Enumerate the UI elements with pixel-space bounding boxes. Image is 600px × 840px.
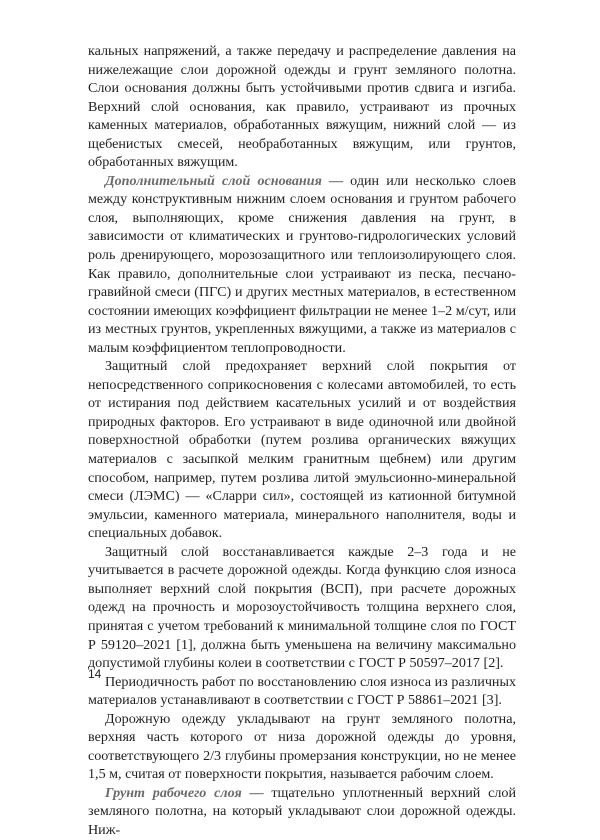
paragraph-4-text: Защитный слой восстанавливается каждые 2–3 года и не учитывается в расчете дорожной одежды. Когда функцию слоя износа выполняет верхний слой покрытия (ВСП), при расчете дорожных одежд на прочность и морозоустойчивость толщина верхнего слоя, принятая с учетом требований к минимальной толщине слоя по ГОСТ Р 59120–2021 [1], должна быть уменьшена на величину максимально допустимой глубины колеи в соответствии с ГОСТ Р 50597–2017 [2]. [88,543,516,672]
page-number: 14 [88,667,102,681]
body-text [88,42,516,840]
paragraph-6-text: Дорожную одежду укладывают на грунт земляного полотна, верхняя часть которого от низа дорожной одежды до уровня, соответствующего 2/3 глубины промерзания конструкции, но не менее 1,5 м, считая от поверхности покрытия, называется рабочим слоем. [88,710,516,783]
paragraph-2 [88,172,516,357]
paragraph-6 [88,710,516,784]
paragraph-2-text: — один или несколько слоев между конструктивным нижним слоем основания и грунтом рабочего слоя, выполняющих, кроме снижения давления на грунт, в зависимости от климатических и грунтово-гидрологических условий роль дренирующего, морозозащитного или теплоизолирующего слоя. Как правило, дополнительные слои устраивают из песка, песчано-гравийной смеси (ПГС) и других местных материалов, в естественном состоянии имеющих коэффициент фильтрации не менее 1–2 м/сут, или из местных грунтов, укрепленных вяжущими, а также из материалов с малым коэффициентом теплопроводности. [88,172,516,356]
paragraph-1-text: кальных напряжений, а также передачу и распределение давления на нижележащие слои дорожной одежды и грунт земляного полотна. Слои основания должны быть устойчивыми против сдвига и изгиба. Верхний слой основания, как правило, устраивают из прочных каменных материалов, обработанных вяжущим, нижний слой — из щебенистых смесей, необработанных вяжущим, или грунтов, обработанных вяжущим. [88,43,516,171]
term-additional-base-layer: Дополнительный слой основания [105,172,322,189]
paragraph-5-text: Периодичность работ по восстановлению слоя износа из различных материалов устанавливают в соответствии с ГОСТ Р 58861–2021 [3]. [88,673,516,709]
paragraph-7-text: — тщательно уплотненный верхний слой земляного полотна, на который укладывают слои дорожной одежды. Ниж- [88,784,516,838]
paragraph-3 [88,357,516,542]
term-working-layer-soil: Грунт рабочего слоя [105,784,242,801]
paragraph-5 [88,673,516,710]
paragraph-1 [88,42,516,172]
paragraph-3-text: Защитный слой предохраняет верхний слой покрытия от непосредственного соприкосновения с колесами автомобилей, то есть от истирания под действием касательных усилий и от воздействия природных факторов. Его устраивают в виде одиночной или двойной поверхностной обработки (путем розлива органических вяжущих материалов с засыпкой мелким гранитным щебнем) или другим способом, например, путем розлива литой эмульсионно-минеральной смеси (ЛЭМС) — «Сларри сил», состоящей из катионной битумной эмульсии, каменного материала, минерального наполнителя, воды и специальных добавок. [88,358,516,542]
paragraph-4 [88,543,516,673]
paragraph-7 [88,784,516,840]
